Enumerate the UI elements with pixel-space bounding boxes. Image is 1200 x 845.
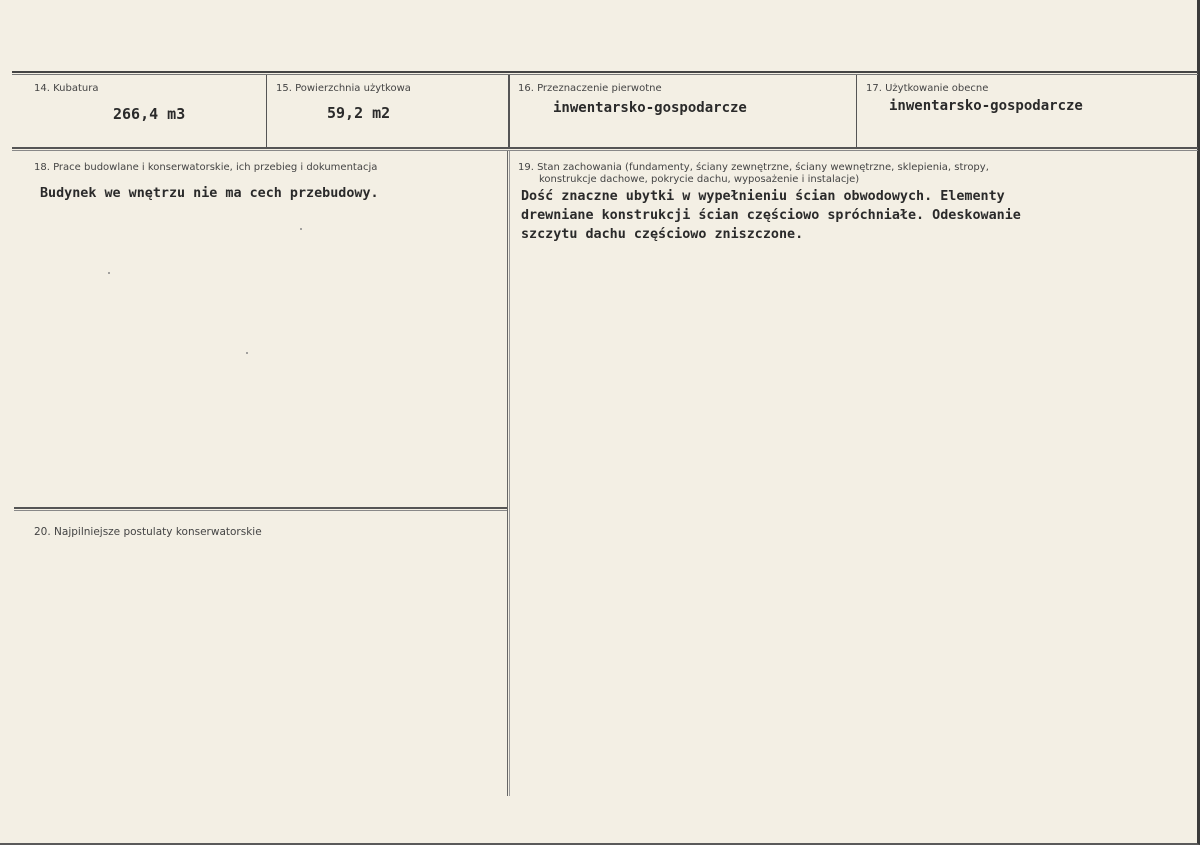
- field-17-value: inwentarsko-gospodarcze: [889, 98, 1083, 114]
- row2-rule-inner: [12, 150, 1198, 151]
- field-19-value: [521, 187, 1021, 244]
- main-col-sep-2: [509, 151, 510, 796]
- field-16-value: inwentarsko-gospodarcze: [553, 100, 747, 116]
- top-rule: [12, 71, 1198, 73]
- main-col-sep: [507, 151, 508, 796]
- field-19-label-line-2: konstrukcje dachowe, pokrycie dachu, wyposażenie i instalacje): [539, 174, 860, 185]
- paper-speck: [108, 272, 110, 274]
- field-18-value: Budynek we wnętrzu nie ma cech przebudowy.: [40, 186, 379, 201]
- col-sep-2: [508, 75, 510, 147]
- field-19-value-line-1: Dość znaczne ubytki w wypełnieniu ścian obwodowych. Elementy: [521, 189, 1005, 204]
- field-19-value-line-3: szczytu dachu częściowo zniszczone.: [521, 227, 804, 242]
- col-sep-1: [266, 75, 267, 147]
- paper-speck: [246, 352, 248, 354]
- paper-speck: [300, 228, 302, 230]
- row3-rule: [14, 507, 508, 509]
- field-16-label: 16. Przeznaczenie pierwotne: [518, 83, 662, 94]
- top-rule-inner: [12, 74, 1198, 75]
- col-sep-3: [856, 75, 857, 147]
- row3-rule-inner: [14, 510, 508, 511]
- field-14-label: 14. Kubatura: [34, 83, 99, 94]
- field-20-label: 20. Najpilniejsze postulaty konserwatorskie: [34, 526, 262, 538]
- field-14-value: 266,4 m3: [113, 105, 186, 123]
- field-17-label: 17. Użytkowanie obecne: [866, 83, 989, 94]
- row2-rule: [12, 147, 1198, 149]
- field-19-label-line-1: 19. Stan zachowania (fundamenty, ściany zewnętrzne, ściany wewnętrzne, sklepienia, stropy,: [518, 162, 989, 173]
- field-15-value: 59,2 m2: [327, 104, 391, 122]
- field-15-label: 15. Powierzchnia użytkowa: [276, 83, 411, 94]
- field-18-label: 18. Prace budowlane i konserwatorskie, ich przebieg i dokumentacja: [34, 162, 378, 173]
- field-19-value-line-2: drewniane konstrukcji ścian częściowo spróchniałe. Odeskowanie: [521, 208, 1021, 223]
